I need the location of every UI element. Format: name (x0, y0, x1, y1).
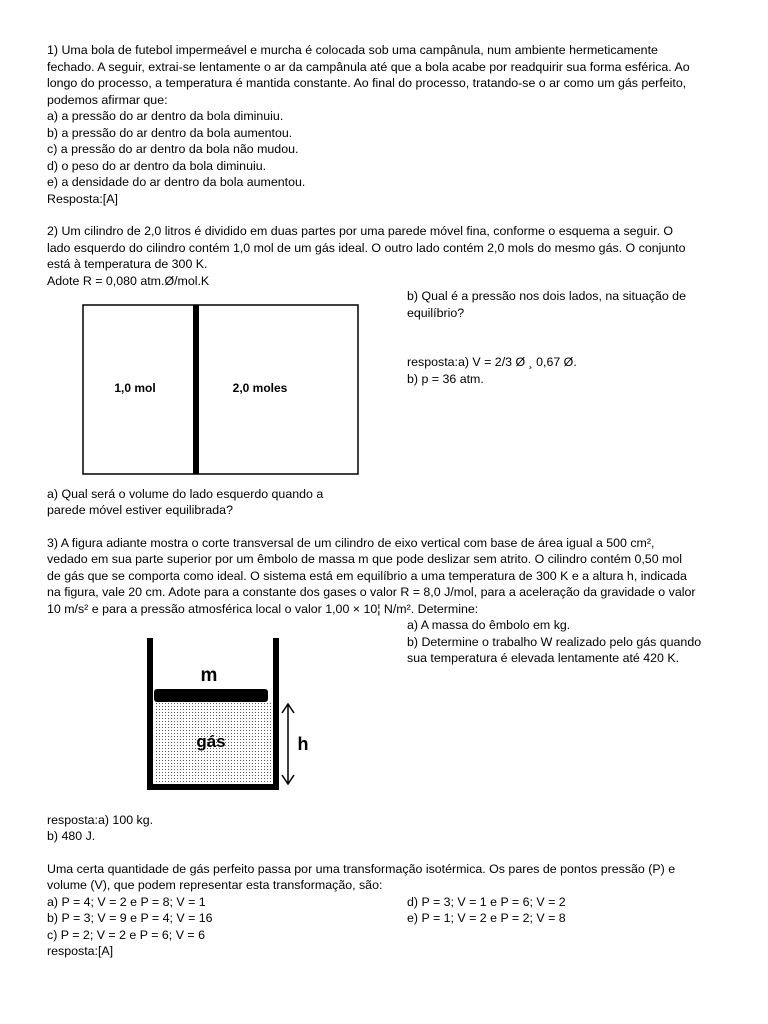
q1-option-d: d) o peso do ar dentro da bola diminuiu. (47, 159, 267, 173)
q4-option-e: e) P = 1; V = 2 e P = 2; V = 8 (407, 911, 566, 925)
q4-line: Uma certa quantidade de gás perfeito passa por uma transformação isotérmica. Os pares de pontos pressão (P) e (47, 862, 676, 876)
q2-line: 2) Um cilindro de 2,0 litros é dividido em duas partes por uma parede móvel fina, conforme o esquema a seguir. O (47, 224, 674, 238)
q2-line: Adote R = 0,080 atm.Ø/mol.K (47, 274, 210, 288)
q1-line: podemos afirmar que: (47, 93, 168, 107)
piston-mass-label: m (200, 665, 218, 686)
q2-answer: resposta:a) V = 2/3 Ø ¸ 0,67 Ø. (407, 355, 577, 369)
q3-answer: b) 480 J. (47, 829, 96, 843)
q4-option-a: a) P = 4; V = 2 e P = 8; V = 1 (47, 895, 206, 909)
q3-line: na figura, vale 20 cm. Adote para a constante dos gases o valor R = 8,0 J/mol, para a aceleração da gravidade o valor (47, 585, 696, 599)
q1-line: fechado. A seguir, extrai-se lentamente o ar da campânula até que a bola acabe por readquirir sua forma esférica. Ao (47, 60, 690, 74)
gas-label: gás (196, 732, 226, 751)
piston-cylinder-diagram (140, 633, 315, 795)
q3-line: de gás que se comporta como ideal. O sistema está em equilíbrio a uma temperatura de 300 K e a altura h, indicada (47, 569, 687, 583)
q2-line: está à temperatura de 300 K. (47, 257, 208, 271)
q1-option-e: e) a densidade do ar dentro da bola aumentou. (47, 175, 306, 189)
q2-part-a: parede móvel estiver equilibrada? (47, 503, 233, 517)
q4-answer: resposta:[A] (47, 944, 114, 958)
left-chamber-label: 1,0 mol (114, 381, 156, 395)
q3-answer: resposta:a) 100 kg. (47, 813, 154, 827)
q2-answer: b) p = 36 atm. (407, 372, 484, 386)
q3-line: 10 m/s² e para a pressão atmosférica local o valor 1,00 × 10¦ N/m². Determine: (47, 602, 479, 616)
q2-part-b: equilíbrio? (407, 306, 465, 320)
cylinder-partition-diagram (80, 300, 362, 478)
q3-part-b: b) Determine o trabalho W realizado pelo gás quando (407, 635, 702, 649)
q4-option-b: b) P = 3; V = 9 e P = 4; V = 16 (47, 911, 213, 925)
movable-wall (193, 305, 199, 474)
q2-part-a: a) Qual será o volume do lado esquerdo quando a (47, 487, 324, 501)
q3-part-a: a) A massa do êmbolo em kg. (407, 618, 571, 632)
q4-option-c: c) P = 2; V = 2 e P = 6; V = 6 (47, 928, 205, 942)
q1-option-c: c) a pressão do ar dentro da bola não mudou. (47, 142, 299, 156)
q1-option-a: a) a pressão do ar dentro da bola diminuiu. (47, 109, 284, 123)
q4-option-d: d) P = 3; V = 1 e P = 6; V = 2 (407, 895, 566, 909)
height-label: h (297, 734, 309, 754)
q3-line: vedado em sua parte superior por um êmbolo de massa m que pode deslizar sem atrito. O cilindro contém 0,50 mol (47, 552, 682, 566)
q1-answer: Resposta:[A] (47, 192, 118, 206)
q1-line: longo do processo, a temperatura é mantida constante. Ao final do processo, tratando-se o ar como um gás perfeito, (47, 76, 687, 90)
piston (154, 689, 268, 702)
q3-line: 3) A figura adiante mostra o corte transversal de um cilindro de eixo vertical com base de área igual a 500 cm², (47, 536, 655, 550)
q2-part-b: b) Qual é a pressão nos dois lados, na situação de (407, 289, 686, 303)
q2-line: lado esquerdo do cilindro contém 1,0 mol de um gás ideal. O outro lado contém 2,0 mols do mesmo gás. O conjunto (47, 241, 686, 255)
q1-option-b: b) a pressão do ar dentro da bola aumentou. (47, 126, 293, 140)
q4-line: volume (V), que podem representar esta transformação, são: (47, 878, 383, 892)
q1-line: 1) Uma bola de futebol impermeável e murcha é colocada sob uma campânula, num ambiente hermeticamente (47, 43, 658, 57)
q3-part-b: sua temperatura é elevada lentamente até 420 K. (407, 651, 680, 665)
right-chamber-label: 2,0 moles (232, 381, 288, 395)
